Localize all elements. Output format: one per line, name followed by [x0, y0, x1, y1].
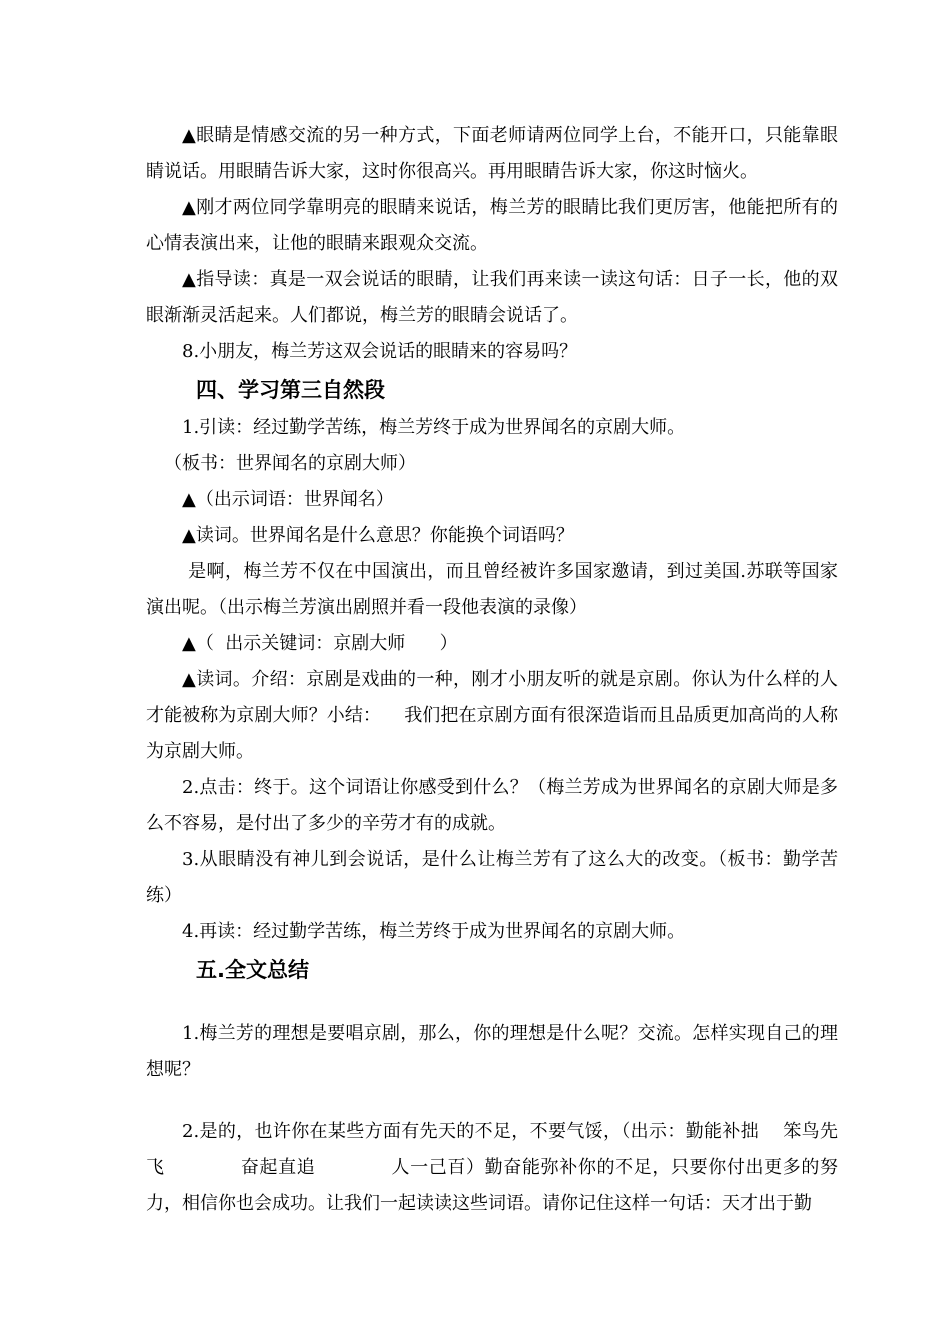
paragraph: 8.小朋友，梅兰芳这双会说话的眼睛来的容易吗？	[182, 341, 578, 362]
spacer	[146, 990, 838, 1016]
paragraph: ▲眼睛是情感交流的另一种方式，下面老师请两位同学上台，不能开口，只能靠眼睛说话。用眼睛告诉大家，这时你很高兴。再用眼睛告诉大家，你这时恼火。	[146, 125, 838, 182]
section-heading-4: 四、学习第三自然段	[196, 378, 385, 402]
paragraph: 2.是的，也许你在某些方面有先天的不足，不要气馁，（出示：勤能补拙 笨鸟先飞 奋起直追 人一己百）勤奋能弥补你的不足，只要你付出更多的努力，相信你也会成功。让我们一起读读这些词语。请你记住这样一句话：天才出于勤	[146, 1121, 838, 1214]
paragraph: ▲读词。世界闻名是什么意思？你能换个词语吗？	[182, 525, 574, 546]
paragraph: 4.再读：经过勤学苦练，梅兰芳终于成为世界闻名的京剧大师。	[182, 921, 686, 942]
paragraph: 3.从眼睛没有神儿到会说话，是什么让梅兰芳有了这么大的改变。（板书：勤学苦练）	[146, 849, 838, 906]
paragraph: ▲（ 出示关键词：京剧大师 ）	[182, 633, 458, 654]
paragraph: ▲（出示词语：世界闻名）	[182, 489, 394, 510]
spacer	[146, 1088, 838, 1114]
paragraph: 是啊，梅兰芳不仅在中国演出，而且曾经被许多国家邀请，到过美国.苏联等国家演出呢。（出示梅兰芳演出剧照并看一段他表演的录像）	[146, 561, 839, 618]
paragraph: （板书：世界闻名的京剧大师）	[164, 453, 416, 474]
paragraph: 2.点击：终于。这个词语让你感受到什么？（梅兰芳成为世界闻名的京剧大师是多么不容易，是付出了多少的辛劳才有的成就。	[146, 777, 838, 834]
paragraph: ▲读词。介绍：京剧是戏曲的一种，刚才小朋友听的就是京剧。你认为什么样的人才能被称为京剧大师？小结： 我们把在京剧方面有很深造诣而且品质更加高尚的人称为京剧大师。	[146, 669, 838, 762]
document-page	[146, 118, 838, 1222]
paragraph: ▲刚才两位同学靠明亮的眼睛来说话，梅兰芳的眼睛比我们更厉害，他能把所有的心情表演出来，让他的眼睛来跟观众交流。	[146, 197, 838, 254]
paragraph: 1.引读：经过勤学苦练，梅兰芳终于成为世界闻名的京剧大师。	[182, 417, 686, 438]
paragraph: ▲指导读：真是一双会说话的眼睛，让我们再来读一读这句话：日子一长，他的双眼渐渐灵活起来。人们都说，梅兰芳的眼睛会说话了。	[146, 269, 838, 326]
section-heading-5: 五.全文总结	[196, 958, 309, 982]
paragraph: 1.梅兰芳的理想是要唱京剧，那么，你的理想是什么呢？交流。怎样实现自己的理想呢？	[146, 1023, 838, 1080]
